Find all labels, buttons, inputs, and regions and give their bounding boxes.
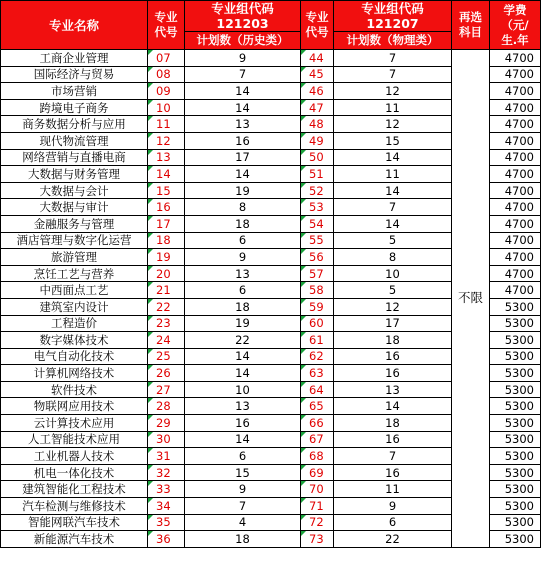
history-code-cell: 24 xyxy=(148,332,185,349)
physics-code-cell: 60 xyxy=(301,315,334,332)
history-code-cell: 17 xyxy=(148,215,185,232)
major-name-cell: 新能源汽车技术 xyxy=(1,531,148,548)
major-name-cell: 汽车检测与维修技术 xyxy=(1,498,148,515)
physics-code-cell: 64 xyxy=(301,381,334,398)
physics-plan-cell: 16 xyxy=(334,365,452,382)
major-name-cell: 建筑智能化工程技术 xyxy=(1,481,148,498)
physics-plan-cell: 7 xyxy=(334,66,452,83)
tuition-fee-cell: 4700 xyxy=(490,99,541,116)
history-code-cell: 11 xyxy=(148,116,185,133)
history-plan-cell: 16 xyxy=(185,415,301,432)
major-name-cell: 工程造价 xyxy=(1,315,148,332)
history-plan-cell: 18 xyxy=(185,298,301,315)
physics-code-cell: 68 xyxy=(301,448,334,465)
physics-plan-cell: 18 xyxy=(334,415,452,432)
physics-code-cell: 73 xyxy=(301,531,334,548)
physics-code-cell: 49 xyxy=(301,132,334,149)
tuition-fee-cell: 4700 xyxy=(490,249,541,266)
history-code-cell: 26 xyxy=(148,365,185,382)
major-name-cell: 建筑室内设计 xyxy=(1,298,148,315)
tuition-fee-cell: 4700 xyxy=(490,132,541,149)
header-major-code-2: 专业 代号 xyxy=(301,1,334,50)
physics-code-cell: 55 xyxy=(301,232,334,249)
physics-plan-cell: 17 xyxy=(334,315,452,332)
history-plan-cell: 7 xyxy=(185,66,301,83)
tuition-fee-cell: 5300 xyxy=(490,448,541,465)
tuition-fee-cell: 5300 xyxy=(490,332,541,349)
history-code-cell: 12 xyxy=(148,132,185,149)
major-name-cell: 计算机网络技术 xyxy=(1,365,148,382)
tuition-fee-cell: 4700 xyxy=(490,50,541,67)
tuition-fee-cell: 4700 xyxy=(490,182,541,199)
physics-code-cell: 69 xyxy=(301,464,334,481)
history-plan-cell: 18 xyxy=(185,215,301,232)
major-name-cell: 商务数据分析与应用 xyxy=(1,116,148,133)
physics-plan-cell: 7 xyxy=(334,199,452,216)
history-plan-cell: 14 xyxy=(185,99,301,116)
history-code-cell: 15 xyxy=(148,182,185,199)
history-plan-cell: 15 xyxy=(185,464,301,481)
major-name-cell: 数字媒体技术 xyxy=(1,332,148,349)
tuition-fee-cell: 5300 xyxy=(490,315,541,332)
major-name-cell: 大数据与审计 xyxy=(1,199,148,216)
history-plan-cell: 14 xyxy=(185,431,301,448)
physics-plan-cell: 5 xyxy=(334,232,452,249)
history-plan-cell: 13 xyxy=(185,398,301,415)
history-code-cell: 30 xyxy=(148,431,185,448)
physics-code-cell: 57 xyxy=(301,265,334,282)
history-plan-cell: 8 xyxy=(185,199,301,216)
major-name-cell: 国际经济与贸易 xyxy=(1,66,148,83)
history-plan-cell: 14 xyxy=(185,365,301,382)
physics-plan-cell: 7 xyxy=(334,50,452,67)
header-major-name: 专业名称 xyxy=(1,1,148,50)
tuition-fee-cell: 5300 xyxy=(490,415,541,432)
physics-code-cell: 58 xyxy=(301,282,334,299)
physics-plan-cell: 9 xyxy=(334,498,452,515)
tuition-fee-cell: 4700 xyxy=(490,199,541,216)
major-name-cell: 软件技术 xyxy=(1,381,148,398)
history-code-cell: 20 xyxy=(148,265,185,282)
history-plan-cell: 22 xyxy=(185,332,301,349)
physics-plan-cell: 12 xyxy=(334,298,452,315)
major-name-cell: 工商企业管理 xyxy=(1,50,148,67)
physics-code-cell: 46 xyxy=(301,83,334,100)
history-code-cell: 22 xyxy=(148,298,185,315)
history-code-cell: 28 xyxy=(148,398,185,415)
physics-plan-cell: 13 xyxy=(334,381,452,398)
physics-plan-cell: 16 xyxy=(334,348,452,365)
history-code-cell: 19 xyxy=(148,249,185,266)
history-plan-cell: 13 xyxy=(185,116,301,133)
physics-plan-cell: 12 xyxy=(334,116,452,133)
major-name-cell: 市场营销 xyxy=(1,83,148,100)
physics-code-cell: 63 xyxy=(301,365,334,382)
physics-plan-cell: 14 xyxy=(334,182,452,199)
history-plan-cell: 16 xyxy=(185,132,301,149)
physics-code-cell: 48 xyxy=(301,116,334,133)
history-plan-cell: 14 xyxy=(185,166,301,183)
history-plan-cell: 9 xyxy=(185,50,301,67)
major-name-cell: 工业机器人技术 xyxy=(1,448,148,465)
history-plan-cell: 19 xyxy=(185,315,301,332)
physics-code-cell: 45 xyxy=(301,66,334,83)
header-group1-sub: 计划数（历史类） xyxy=(185,32,301,50)
tuition-fee-cell: 4700 xyxy=(490,282,541,299)
physics-plan-cell: 11 xyxy=(334,99,452,116)
physics-plan-cell: 11 xyxy=(334,166,452,183)
tuition-fee-cell: 5300 xyxy=(490,514,541,531)
tuition-fee-cell: 4700 xyxy=(490,66,541,83)
major-name-cell: 金融服务与管理 xyxy=(1,215,148,232)
header-group2-code: 121207 xyxy=(366,16,419,31)
major-name-cell: 烹饪工艺与营养 xyxy=(1,265,148,282)
tuition-fee-cell: 4700 xyxy=(490,166,541,183)
major-name-cell: 跨境电子商务 xyxy=(1,99,148,116)
physics-plan-cell: 14 xyxy=(334,149,452,166)
tuition-fee-cell: 5300 xyxy=(490,531,541,548)
physics-code-cell: 65 xyxy=(301,398,334,415)
major-name-cell: 云计算技术应用 xyxy=(1,415,148,432)
physics-code-cell: 52 xyxy=(301,182,334,199)
physics-code-cell: 66 xyxy=(301,415,334,432)
history-code-cell: 31 xyxy=(148,448,185,465)
physics-plan-cell: 8 xyxy=(334,249,452,266)
history-code-cell: 09 xyxy=(148,83,185,100)
tuition-fee-cell: 4700 xyxy=(490,149,541,166)
physics-code-cell: 50 xyxy=(301,149,334,166)
history-plan-cell: 19 xyxy=(185,182,301,199)
physics-code-cell: 54 xyxy=(301,215,334,232)
physics-code-cell: 71 xyxy=(301,498,334,515)
tuition-fee-cell: 5300 xyxy=(490,481,541,498)
physics-plan-cell: 16 xyxy=(334,464,452,481)
tuition-fee-cell: 4700 xyxy=(490,215,541,232)
physics-plan-cell: 6 xyxy=(334,514,452,531)
physics-plan-cell: 14 xyxy=(334,215,452,232)
history-code-cell: 18 xyxy=(148,232,185,249)
header-group1-code: 121203 xyxy=(216,16,269,31)
physics-code-cell: 72 xyxy=(301,514,334,531)
physics-code-cell: 59 xyxy=(301,298,334,315)
history-code-cell: 13 xyxy=(148,149,185,166)
major-name-cell: 中西面点工艺 xyxy=(1,282,148,299)
physics-code-cell: 70 xyxy=(301,481,334,498)
physics-plan-cell: 16 xyxy=(334,431,452,448)
header-group2-title: 专业组代码 121207 xyxy=(334,1,452,32)
history-plan-cell: 13 xyxy=(185,265,301,282)
header-fee: 学费 （元/ 生.年 xyxy=(490,1,541,50)
physics-code-cell: 51 xyxy=(301,166,334,183)
history-plan-cell: 14 xyxy=(185,348,301,365)
history-plan-cell: 6 xyxy=(185,282,301,299)
major-name-cell: 大数据与会计 xyxy=(1,182,148,199)
history-plan-cell: 14 xyxy=(185,83,301,100)
history-code-cell: 33 xyxy=(148,481,185,498)
history-plan-cell: 10 xyxy=(185,381,301,398)
history-plan-cell: 9 xyxy=(185,249,301,266)
history-plan-cell: 6 xyxy=(185,448,301,465)
physics-plan-cell: 5 xyxy=(334,282,452,299)
tuition-fee-cell: 4700 xyxy=(490,116,541,133)
history-plan-cell: 7 xyxy=(185,498,301,515)
tuition-fee-cell: 4700 xyxy=(490,232,541,249)
major-name-cell: 人工智能技术应用 xyxy=(1,431,148,448)
physics-code-cell: 67 xyxy=(301,431,334,448)
history-code-cell: 23 xyxy=(148,315,185,332)
major-name-cell: 现代物流管理 xyxy=(1,132,148,149)
history-plan-cell: 18 xyxy=(185,531,301,548)
physics-plan-cell: 7 xyxy=(334,448,452,465)
physics-plan-cell: 10 xyxy=(334,265,452,282)
physics-plan-cell: 11 xyxy=(334,481,452,498)
physics-plan-cell: 18 xyxy=(334,332,452,349)
history-code-cell: 14 xyxy=(148,166,185,183)
physics-plan-cell: 14 xyxy=(334,398,452,415)
history-plan-cell: 4 xyxy=(185,514,301,531)
major-name-cell: 大数据与财务管理 xyxy=(1,166,148,183)
header-major-code: 专业 代号 xyxy=(148,1,185,50)
physics-code-cell: 61 xyxy=(301,332,334,349)
header-group2-sub: 计划数（物理类） xyxy=(334,32,452,50)
tuition-fee-cell: 5300 xyxy=(490,398,541,415)
physics-code-cell: 44 xyxy=(301,50,334,67)
tuition-fee-cell: 5300 xyxy=(490,348,541,365)
physics-plan-cell: 22 xyxy=(334,531,452,548)
major-name-cell: 网络营销与直播电商 xyxy=(1,149,148,166)
tuition-fee-cell: 5300 xyxy=(490,365,541,382)
physics-plan-cell: 15 xyxy=(334,132,452,149)
tuition-fee-cell: 5300 xyxy=(490,431,541,448)
tuition-fee-cell: 4700 xyxy=(490,83,541,100)
history-code-cell: 34 xyxy=(148,498,185,515)
history-code-cell: 25 xyxy=(148,348,185,365)
history-plan-cell: 6 xyxy=(185,232,301,249)
tuition-fee-cell: 5300 xyxy=(490,298,541,315)
physics-code-cell: 62 xyxy=(301,348,334,365)
header-reselect: 再选 科目 xyxy=(452,1,490,50)
history-plan-cell: 9 xyxy=(185,481,301,498)
history-code-cell: 29 xyxy=(148,415,185,432)
major-name-cell: 机电一体化技术 xyxy=(1,464,148,481)
history-code-cell: 16 xyxy=(148,199,185,216)
major-name-cell: 电气自动化技术 xyxy=(1,348,148,365)
history-code-cell: 08 xyxy=(148,66,185,83)
major-name-cell: 智能网联汽车技术 xyxy=(1,514,148,531)
history-code-cell: 07 xyxy=(148,50,185,67)
history-code-cell: 10 xyxy=(148,99,185,116)
physics-code-cell: 53 xyxy=(301,199,334,216)
history-code-cell: 36 xyxy=(148,531,185,548)
tuition-fee-cell: 4700 xyxy=(490,265,541,282)
history-code-cell: 35 xyxy=(148,514,185,531)
history-code-cell: 27 xyxy=(148,381,185,398)
header-group1-title: 专业组代码 121203 xyxy=(185,1,301,32)
history-code-cell: 32 xyxy=(148,464,185,481)
table-row xyxy=(1,50,541,67)
tuition-fee-cell: 5300 xyxy=(490,381,541,398)
physics-code-cell: 56 xyxy=(301,249,334,266)
reselect-subject-cell: 不限 xyxy=(452,50,490,548)
major-name-cell: 旅游管理 xyxy=(1,249,148,266)
table-body xyxy=(1,50,541,548)
major-name-cell: 物联网应用技术 xyxy=(1,398,148,415)
physics-plan-cell: 12 xyxy=(334,83,452,100)
history-plan-cell: 17 xyxy=(185,149,301,166)
history-code-cell: 21 xyxy=(148,282,185,299)
physics-code-cell: 47 xyxy=(301,99,334,116)
tuition-fee-cell: 5300 xyxy=(490,498,541,515)
major-name-cell: 酒店管理与数字化运营 xyxy=(1,232,148,249)
tuition-fee-cell: 5300 xyxy=(490,464,541,481)
